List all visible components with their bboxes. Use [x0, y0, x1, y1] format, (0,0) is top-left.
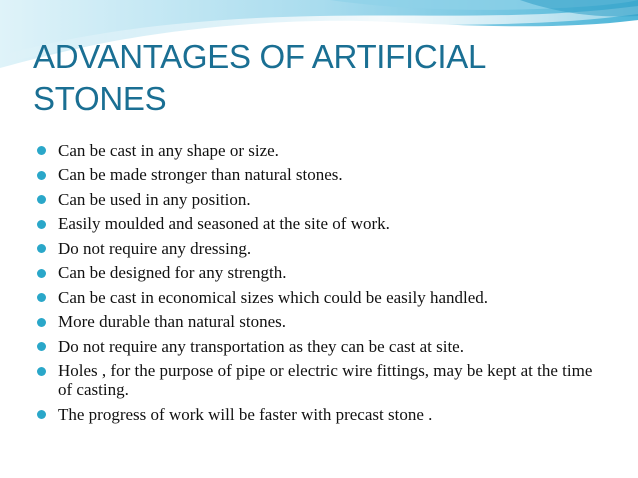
list-item: Can be used in any position. [36, 187, 606, 212]
bullet-dot-icon [37, 269, 46, 278]
list-item: Easily moulded and seasoned at the site of work. [36, 212, 606, 237]
bullet-dot-icon [37, 410, 46, 419]
bullet-dot-icon [37, 244, 46, 253]
bullet-dot-icon [37, 367, 46, 376]
slide-title-line-2: STONES [33, 80, 167, 117]
bullet-dot-icon [37, 293, 46, 302]
bullet-dot-icon [37, 195, 46, 204]
list-item: Do not require any transportation as they can be cast at site. [36, 334, 606, 359]
list-item: Holes , for the purpose of pipe or electric wire fittings, may be kept at the time of casting. [36, 359, 606, 403]
list-item: More durable than natural stones. [36, 310, 606, 335]
list-item: Can be made stronger than natural stones. [36, 163, 606, 188]
list-item: Can be cast in economical sizes which could be easily handled. [36, 285, 606, 310]
bullet-list [36, 138, 606, 427]
bullet-dot-icon [37, 318, 46, 327]
list-item: Can be designed for any strength. [36, 261, 606, 286]
bullet-dot-icon [37, 146, 46, 155]
list-item: The progress of work will be faster with precast stone . [36, 402, 606, 427]
slide-title [33, 36, 593, 120]
slide-title-line-1: ADVANTAGES OF ARTIFICIAL [33, 38, 487, 75]
list-item: Can be cast in any shape or size. [36, 138, 606, 163]
bullet-dot-icon [37, 171, 46, 180]
bullet-dot-icon [37, 220, 46, 229]
list-item: Do not require any dressing. [36, 236, 606, 261]
bullet-dot-icon [37, 342, 46, 351]
